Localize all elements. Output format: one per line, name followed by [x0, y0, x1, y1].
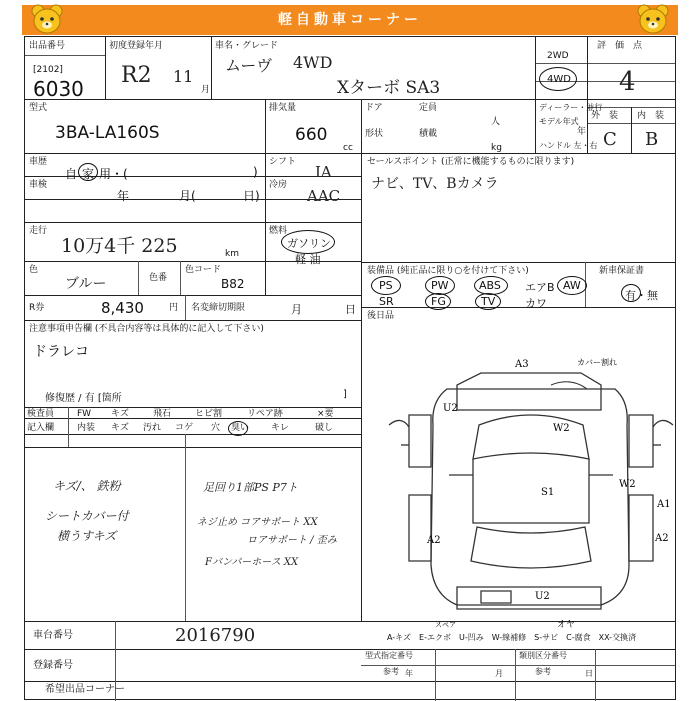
inspector-fw: FW: [77, 409, 92, 419]
shift-label: シフト: [269, 157, 297, 167]
diagram-mark-bottom: オヤ: [557, 620, 576, 630]
note-right-4: Fバンパーホース XX: [205, 557, 299, 568]
usage-type: 用・(: [99, 167, 128, 181]
chassis-label: 車台番号: [33, 630, 73, 641]
bear-mascot-icon: [636, 3, 670, 35]
capacity-label: 定員: [419, 103, 438, 113]
ac-value: AAC: [307, 187, 341, 205]
circle-mark: [425, 293, 451, 310]
inspector-dirt: 汚れ: [143, 423, 162, 433]
diagram-mark-a2-left: A2: [427, 535, 441, 546]
class-ref: 参考: [535, 667, 551, 676]
repair-history: 修復歴 / 有 [箇所: [45, 393, 122, 404]
damage-legend: A-キズ E-エクボ U-凹み W-線補修 S-サビ C-腐食 XX-交換済: [387, 633, 637, 642]
model-label: 型式: [29, 103, 48, 113]
usage-close: ): [253, 165, 258, 179]
sales-points-label: セールスポイント (正常に機能するものに限ります): [367, 157, 575, 167]
score-label: 評 価 点: [597, 41, 643, 51]
bear-mascot-icon: [30, 3, 64, 35]
diagram-mark-spare: スペア: [435, 621, 456, 629]
sales-points-value: ナビ、TV、Bカメラ: [371, 176, 499, 192]
equip-airbag: エアB: [525, 281, 555, 294]
mileage-value: 10万4千 225: [61, 235, 178, 257]
shift-value: IA: [315, 163, 332, 181]
inspector-int-scratch: キズ: [111, 423, 129, 433]
note-right-1: 足回り1部PS P7ト: [203, 481, 298, 494]
auction-sheet: [24, 36, 676, 700]
handle-label: ハンドル 左・右: [539, 141, 598, 150]
color-value: ブルー: [65, 276, 107, 292]
usage-family: 家: [82, 167, 95, 181]
fuel-gasoline: ガソリン: [287, 237, 331, 250]
inspection-day: 日): [243, 189, 260, 203]
interior-label: 内 装: [637, 111, 665, 121]
notes-line1: ドラレコ: [33, 344, 89, 360]
inspector-crack: ヒビ割: [195, 409, 223, 419]
cc-unit: cc: [343, 143, 353, 153]
color-label: 色: [29, 265, 39, 275]
inspector-need: ×要: [317, 409, 334, 419]
deadline-day: 日: [345, 303, 356, 316]
recycle-value: 8,430: [101, 299, 144, 317]
registration-month: 11: [173, 67, 194, 86]
door-label: ドア: [365, 103, 383, 113]
diagram-mark-w2: W2: [553, 423, 570, 434]
equip-aw: AW: [563, 279, 581, 292]
class-label: 類別区分番号: [519, 651, 567, 660]
score-value: 4: [619, 67, 636, 97]
shape-label: 形状: [365, 129, 384, 139]
circle-mark: [475, 293, 501, 310]
diagram-mark-u2-left: U2: [443, 403, 458, 414]
equip-tv: TV: [481, 295, 496, 308]
notes-label: 注意事項申告欄 (不具合内容等は具体的に記入して下さい): [29, 324, 264, 334]
fuel-label: 燃料: [269, 226, 288, 236]
inspector-tear: 破し: [315, 423, 334, 433]
equipment-label: 装備品 (純正品に限り○を付けて下さい): [367, 266, 529, 276]
diagram-mark-w2-right: W2: [619, 479, 636, 490]
inspection-month: 月(: [179, 189, 196, 203]
displacement-value: 660: [295, 125, 328, 145]
inspector-chip: 飛石: [153, 409, 172, 419]
diagram-mark-a1: A1: [657, 499, 671, 510]
rear-seat-label: 後日品: [367, 311, 395, 321]
exterior-label: 外 装: [591, 111, 619, 121]
car-name-label: 車名・グレード: [215, 41, 279, 51]
warranty-value: 有・無: [625, 289, 658, 302]
bottom-year: 年: [405, 669, 413, 678]
bottom-month: 月: [495, 669, 503, 678]
car-damage-diagram: [361, 355, 675, 630]
interior-grade: B: [645, 129, 659, 150]
inspector-cut: キレ: [271, 423, 289, 433]
color-code-label: 色コード: [185, 265, 222, 275]
inspector-hole: 穴: [211, 423, 221, 433]
drive-type: 4WD: [293, 53, 333, 72]
registration-label: 登録番号: [33, 660, 73, 671]
equip-abs: ABS: [479, 279, 501, 292]
displacement-label: 排気量: [269, 103, 297, 113]
circle-mark: [474, 276, 508, 295]
year-unit: 年: [577, 127, 587, 137]
note-left-1: キズ/、 鉄粉: [53, 479, 121, 493]
recycle-label: R券: [29, 303, 45, 313]
note-right-2: ネジ止め コアサポート XX: [197, 517, 318, 528]
repair-close: ]: [343, 389, 347, 400]
lot-number: 6030: [33, 77, 84, 101]
inspector-scratch: キズ: [111, 409, 129, 419]
fuel-diesel: 軽 油: [295, 253, 321, 266]
footer-label: 希望出品コーナー: [45, 684, 125, 695]
note-right-3: ロアサポート / 歪み: [247, 535, 337, 546]
inspector-burn: コゲ: [175, 423, 194, 433]
color-code: B82: [221, 277, 245, 291]
4wd-option: 4WD: [547, 74, 571, 85]
type-spec-label: 型式指定番号: [365, 651, 413, 660]
model-code: 3BA-LA160S: [55, 123, 160, 143]
inspection-label: 車検: [29, 180, 48, 190]
kg-unit: kg: [491, 143, 502, 153]
circle-mark: [621, 284, 641, 302]
inspector-odor: 臭い: [231, 423, 250, 433]
ac-label: 冷房: [269, 180, 288, 190]
section-banner: [22, 5, 678, 35]
banner-title: 軽自動車コーナー: [278, 12, 422, 28]
chassis-number: 2016790: [175, 625, 256, 646]
person-unit: 人: [491, 117, 501, 127]
deadline-label: 名変締切期限: [191, 303, 246, 313]
inspector-label: 検査員: [27, 409, 55, 419]
diagram-mark-cover: カバー割れ: [577, 358, 617, 367]
equip-ps: PS: [379, 279, 393, 292]
diagram-mark-a2-right: A2: [655, 533, 669, 544]
note-left-2: シートカバー付: [45, 509, 129, 523]
bottom-day: 日: [585, 669, 593, 678]
type-spec-ref: 参考: [383, 667, 399, 676]
circle-mark: [371, 276, 401, 295]
circle-mark: [557, 276, 587, 295]
yen-unit: 円: [169, 303, 179, 313]
model-year-label: モデル年式: [539, 117, 579, 126]
note-left-3: 横うすキズ: [57, 529, 117, 543]
usage-label: 車歴: [29, 157, 48, 167]
usage-own: 自: [65, 167, 78, 181]
lot-number-label: 出品番号: [29, 41, 66, 51]
circle-mark: [539, 67, 577, 91]
inspection-year: 年: [117, 189, 130, 203]
2wd-option: 2WD: [547, 51, 569, 61]
load-label: 積載: [419, 129, 438, 139]
grade: Xターボ SA3: [337, 78, 441, 98]
lot-sub-code: [2102]: [33, 65, 63, 75]
era-year: R2: [121, 63, 152, 88]
dealer-label: ディーラー・並行: [539, 103, 603, 112]
first-registration-label: 初度登録年月: [109, 41, 164, 51]
inspector-repair: リペア跡: [247, 409, 283, 419]
car-name: ムーヴ: [225, 56, 273, 75]
diagram-mark-a3: A3: [515, 359, 529, 370]
inspector-interior: 内装: [77, 423, 96, 433]
equip-fg: FG: [431, 295, 446, 308]
km-unit: km: [225, 249, 239, 259]
exterior-grade: C: [603, 129, 617, 150]
equip-leather: カワ: [525, 297, 547, 310]
color-number-label: 色番: [149, 273, 168, 283]
inspector-entry-label: 記入欄: [27, 423, 55, 433]
deadline-month: 月: [291, 303, 302, 316]
diagram-mark-u2-bottom: U2: [535, 591, 550, 602]
circle-mark: [228, 421, 248, 436]
month-unit: 月: [201, 85, 211, 95]
diagram-mark-s1: S1: [541, 487, 555, 498]
equip-pw: PW: [431, 279, 449, 292]
equip-sr: SR: [379, 295, 394, 308]
warranty-label: 新車保証書: [599, 266, 645, 276]
mileage-label: 走行: [29, 226, 48, 236]
circle-mark: [78, 163, 98, 181]
